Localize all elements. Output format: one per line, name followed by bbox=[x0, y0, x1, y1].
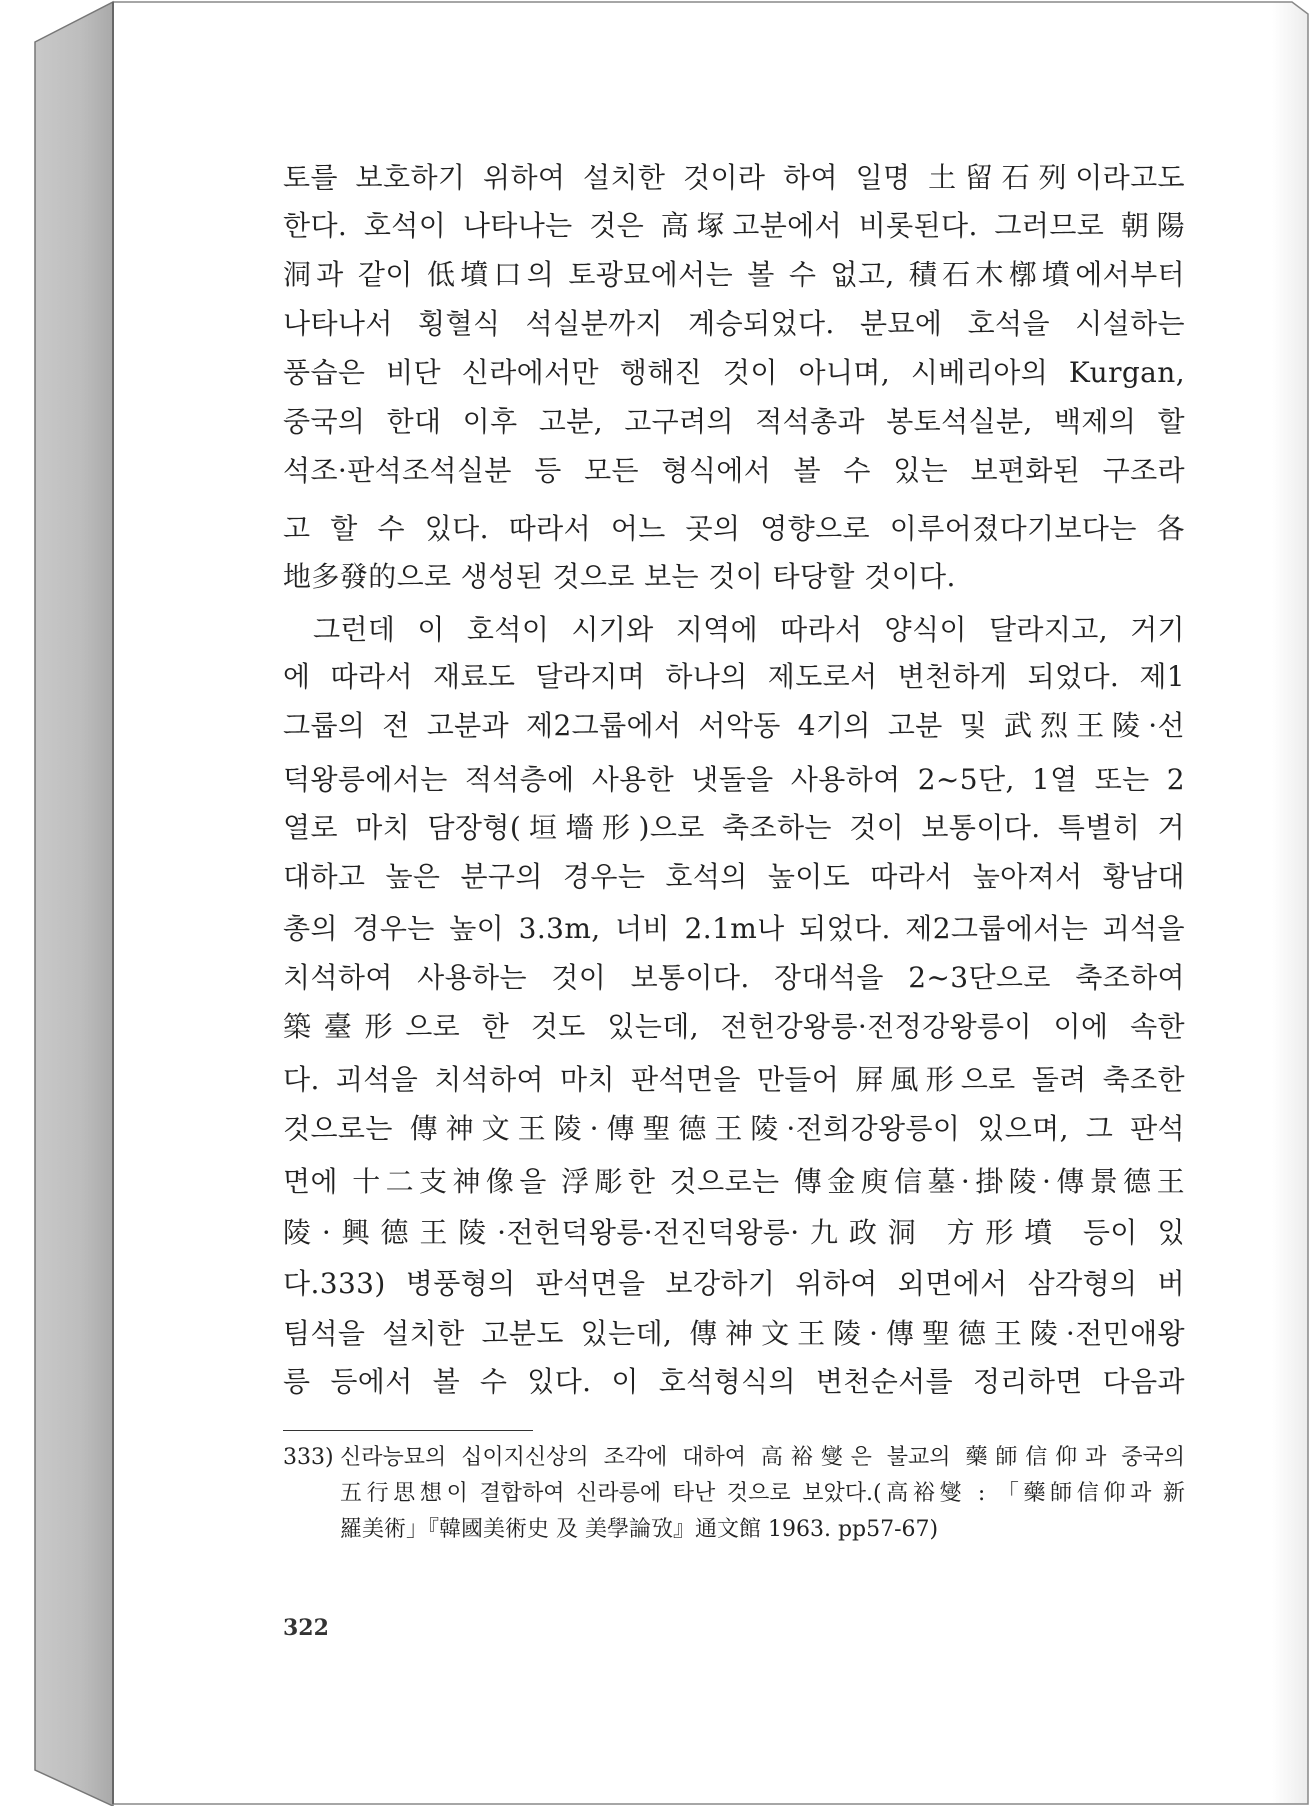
footnote-line: 羅美術」『韓國美術史 及 美學論攷』通文館 1963. pp57-67) bbox=[340, 1517, 939, 1542]
body-line: 에 따라서 재료도 달라지며 하나의 제도로서 변천하게 되었다. 제1 bbox=[283, 660, 1185, 693]
body-line: 築臺形으로 한 것도 있는데, 전헌강왕릉·전정강왕릉이 이에 속한 bbox=[283, 1010, 1185, 1043]
page-number: 322 bbox=[283, 1615, 329, 1641]
footnote-number: 333) bbox=[283, 1445, 334, 1470]
body-line: 그런데 이 호석이 시기와 지역에 따라서 양식이 달라지고, 거기 bbox=[313, 613, 1185, 646]
body-line: 토를 보호하기 위하여 설치한 것이라 하여 일명 土留石列이라고도 bbox=[283, 161, 1185, 194]
body-line: 한다. 호석이 나타나는 것은 高塚고분에서 비롯된다. 그러므로 朝陽 bbox=[283, 209, 1185, 242]
body-line: 릉 등에서 볼 수 있다. 이 호석형식의 변천순서를 정리하면 다음과 bbox=[283, 1365, 1185, 1398]
body-line: 총의 경우는 높이 3.3m, 너비 2.1m나 되었다. 제2그룹에서는 괴석을 bbox=[283, 912, 1185, 945]
footnote-divider bbox=[283, 1430, 533, 1431]
body-line: 다.333) 병풍형의 판석면을 보강하기 위하여 외면에서 삼각형의 버 bbox=[283, 1267, 1185, 1300]
body-line: 열로 마치 담장형(垣墻形)으로 축조하는 것이 보통이다. 특별히 거 bbox=[283, 811, 1185, 844]
body-line: 치석하여 사용하는 것이 보통이다. 장대석을 2~3단으로 축조하여 bbox=[283, 961, 1185, 994]
body-line: 풍습은 비단 신라에서만 행해진 것이 아니며, 시베리아의 Kurgan, bbox=[283, 356, 1185, 389]
body-line: 고 할 수 있다. 따라서 어느 곳의 영향으로 이루어졌다기보다는 各 bbox=[283, 512, 1185, 545]
body-line: 석조·판석조석실분 등 모든 형식에서 볼 수 있는 보편화된 구조라 bbox=[283, 454, 1185, 487]
body-line: 것으로는 傳神文王陵·傳聖德王陵·전희강왕릉이 있으며, 그 판석 bbox=[283, 1112, 1185, 1145]
body-line: 다. 괴석을 치석하여 마치 판석면을 만들어 屛風形으로 돌려 축조한 bbox=[283, 1063, 1185, 1096]
body-line: 나타나서 횡혈식 석실분까지 계승되었다. 분묘에 호석을 시설하는 bbox=[283, 307, 1185, 340]
body-line: 중국의 한대 이후 고분, 고구려의 적석총과 봉토석실분, 백제의 할 bbox=[283, 405, 1185, 438]
body-line: 그룹의 전 고분과 제2그룹에서 서악동 4기의 고분 및 武烈王陵·선 bbox=[283, 709, 1185, 742]
body-line: 덕왕릉에서는 적석층에 사용한 냇돌을 사용하여 2~5단, 1열 또는 2 bbox=[283, 763, 1185, 796]
body-line: 地多發的으로 생성된 것으로 보는 것이 타당할 것이다. bbox=[283, 560, 956, 593]
footnote-line: 신라능묘의 십이지신상의 조각에 대하여 高裕燮은 불교의 藥師信仰과 중국의 bbox=[340, 1445, 1185, 1470]
body-line: 대하고 높은 분구의 경우는 호석의 높이도 따라서 높아져서 황남대 bbox=[283, 860, 1185, 893]
footnote-line: 五行思想이 결합하여 신라릉에 타난 것으로 보았다.(高裕燮 : 「藥師信仰과 新 bbox=[340, 1481, 1185, 1506]
body-line: 洞과 같이 低墳口의 토광묘에서는 볼 수 없고, 積石木槨墳에서부터 bbox=[283, 258, 1185, 291]
body-line: 면에 十二支神像을 浮彫한 것으로는 傳金庾信墓·掛陵·傳景德王 bbox=[283, 1165, 1185, 1198]
body-line: 팀석을 설치한 고분도 있는데, 傳神文王陵·傳聖德王陵·전민애왕 bbox=[283, 1317, 1185, 1350]
body-line: 陵·興德王陵·전헌덕왕릉·전진덕왕릉·九政洞 方形墳 등이 있 bbox=[283, 1216, 1185, 1249]
